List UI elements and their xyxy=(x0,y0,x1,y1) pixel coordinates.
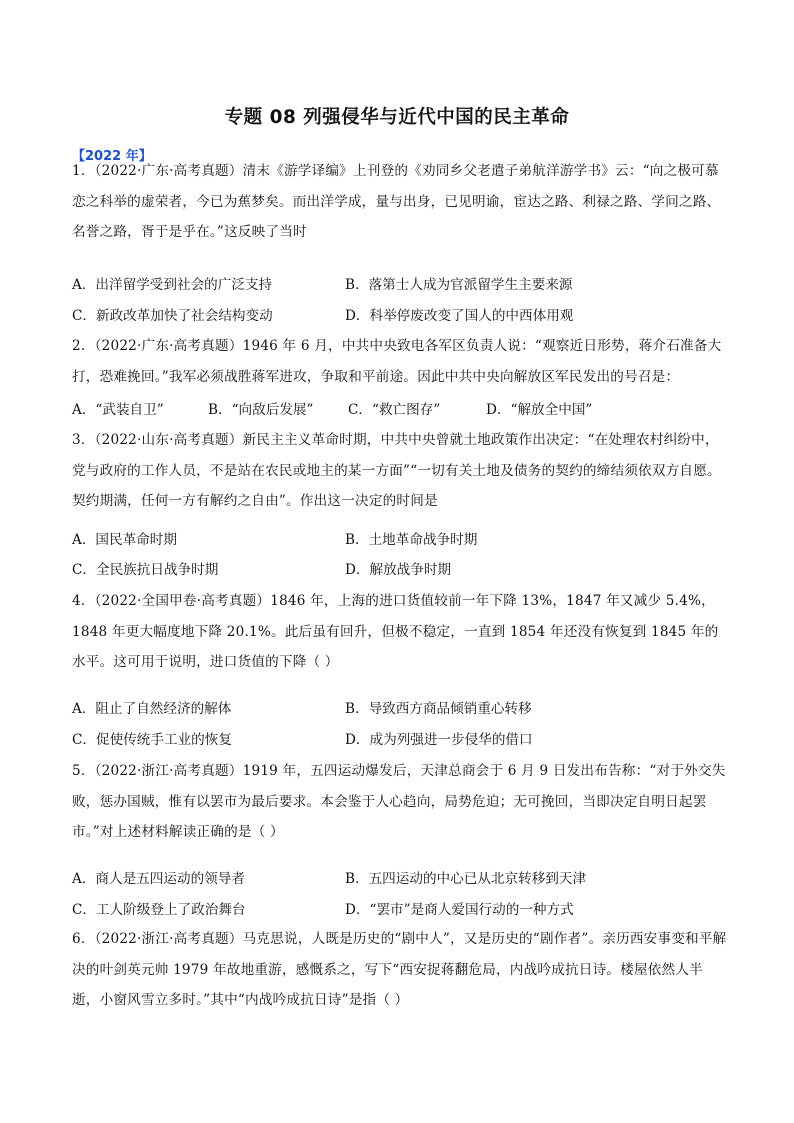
section-heading: 【2022 年】 xyxy=(72,149,152,164)
option-a[interactable]: A．“武装自卫” xyxy=(72,402,164,418)
option-c[interactable]: C．新政改革加快了社会结构变动 xyxy=(72,308,273,324)
option-a[interactable]: A．出洋留学受到社会的广泛支持 xyxy=(72,277,273,293)
option-c[interactable]: C．促使传统手工业的恢复 xyxy=(72,732,232,748)
option-a[interactable]: A．阻止了自然经济的解体 xyxy=(72,701,232,717)
option-b[interactable]: B．土地革命战争时期 xyxy=(345,532,478,548)
question-4-stem: 4．（2022·全国甲卷·高考真题）1846 年，上海的进口货值较前一年下降 13%，1847 年又减少 5.4%，1848 年更大幅度地下降 20.1%。此后虽有回升，但极不稳定，一直到 1854 年还没有恢复到 1845 年的水平。这可用于说明，进口货值的下降（ ） xyxy=(72,593,719,670)
option-b[interactable]: B．导致西方商品倾销重心转移 xyxy=(345,701,532,717)
question-3-stem: 3．（2022·山东·高考真题）新民主主义革命时期，中共中央曾就土地政策作出决定：“在处理农村纠纷中，党与政府的工作人员，不是站在农民或地主的某一方面”“一切有关土地及债务的契约的缔结须依双方自愿。契约期满，任何一方有解约之自由”。作出这一决定的时间是 xyxy=(72,432,721,509)
option-b[interactable]: B．落第士人成为官派留学生主要来源 xyxy=(345,277,573,293)
question-1-stem: 1．（2022·广东·高考真题）清末《游学译编》上刊登的《劝同乡父老遣子弟航洋游学书》云：“向之极可慕恋之科举的虚荣者，今已为蕉梦矣。而出洋学成，量与出身，已见明谕，宦达之路、利禄之路、学问之路、名誉之路，胥于是乎在。”这反映了当时 xyxy=(72,163,721,240)
question-6-stem: 6．（2022·浙江·高考真题）马克思说，人既是历史的“剧中人”，又是历史的“剧作者”。亲历西安事变和平解决的叶剑英元帅 1979 年故地重游，感慨系之，写下“西安捉蒋翻危局，内战吟成抗日诗。楼屋依然人半逝，小窗风雪立多时。”其中“内战吟成抗日诗”是指（ ） xyxy=(72,931,727,1008)
option-d[interactable]: D．“解放全中国” xyxy=(486,402,593,418)
option-b[interactable]: B．五四运动的中心已从北京转移到天津 xyxy=(345,871,587,887)
option-d[interactable]: D．“罢市”是商人爱国行动的一种方式 xyxy=(345,902,574,918)
option-c[interactable]: C．全民族抗日战争时期 xyxy=(72,562,219,578)
option-a[interactable]: A．商人是五四运动的领导者 xyxy=(72,871,245,887)
option-b[interactable]: B．“向敌后发展” xyxy=(208,402,314,418)
option-d[interactable]: D．解放战争时期 xyxy=(345,562,452,578)
option-c[interactable]: C．工人阶级登上了政治舞台 xyxy=(72,902,246,918)
option-d[interactable]: D．科举停废改变了国人的中西体用观 xyxy=(345,308,574,324)
question-2-stem: 2．（2022·广东·高考真题）1946 年 6 月，中共中央致电各军区负责人说：“观察近日形势，蒋介石准备大打，恐难挽回。”我军必须战胜蒋军进攻，争取和平前途。因此中共中央向解放区军民发出的号召是： xyxy=(72,338,722,385)
option-a[interactable]: A．国民革命时期 xyxy=(72,532,177,548)
question-5-stem: 5．（2022·浙江·高考真题）1919 年，五四运动爆发后，天津总商会于 6 月 9 日发出布告称：“对于外交失败，惩办国贼，惟有以罢市为最后要求。本会鉴于人心趋向，局势危迫；无可挽回，当即决定自明日起罢市。”对上述材料解读正确的是（ ） xyxy=(72,763,726,840)
option-d[interactable]: D．成为列强进一步侵华的借口 xyxy=(345,732,533,748)
option-c[interactable]: C．“救亡图存” xyxy=(348,402,441,418)
page-title: 专题 08 列强侵华与近代中国的民主革命 xyxy=(224,107,570,128)
